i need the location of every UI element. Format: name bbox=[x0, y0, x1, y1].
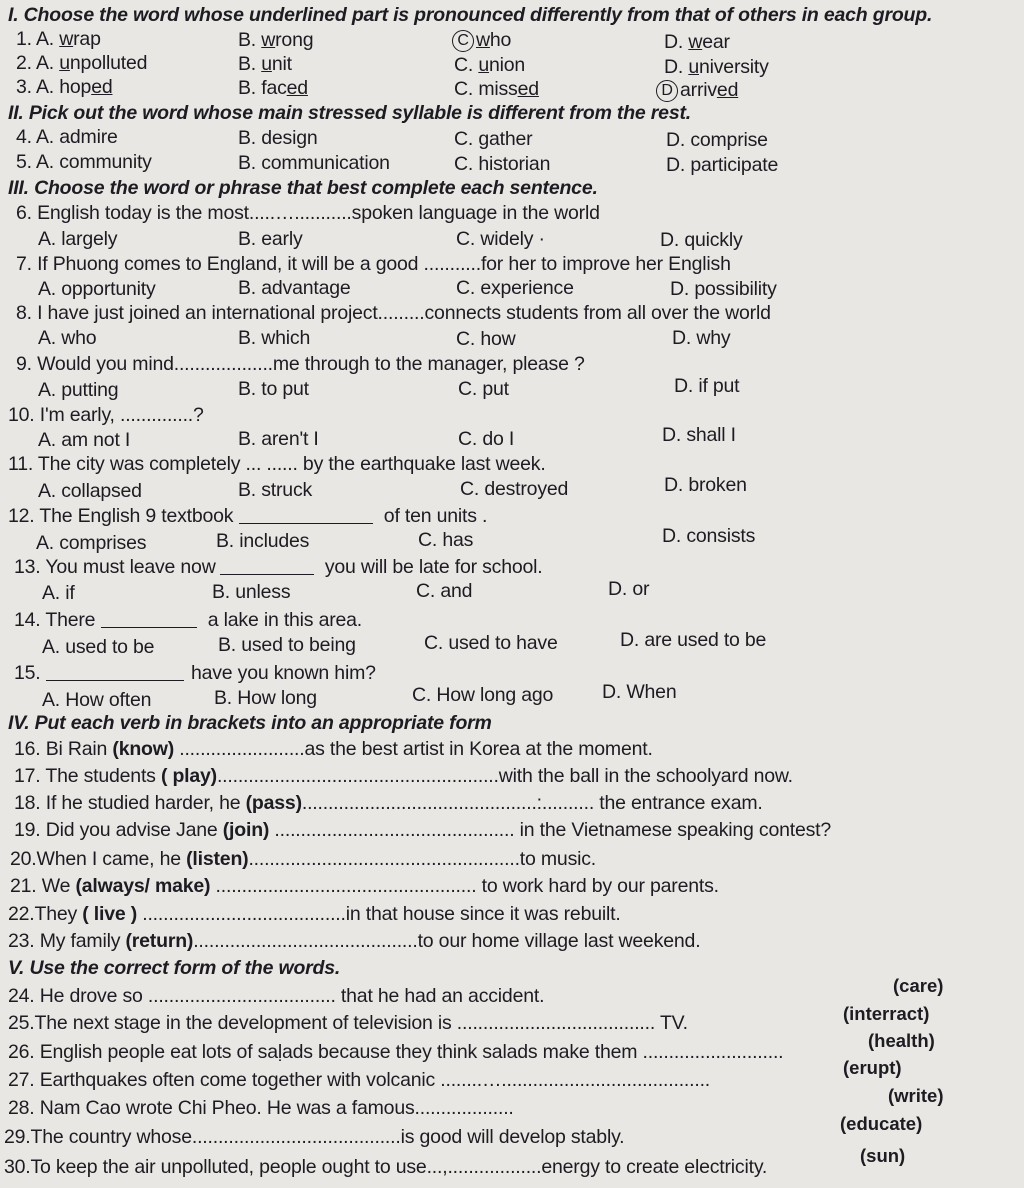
q6-option-d: D. quickly bbox=[660, 229, 743, 251]
q14-option-b: B. used to being bbox=[218, 634, 356, 656]
verb-prompt: (know) bbox=[112, 738, 175, 760]
question-16: 16. Bi Rain (know) ........................as the best artist in Korea at the moment. bbox=[14, 738, 653, 760]
q11-stem: 11. The city was completely ... ...... by the earthquake last week. bbox=[8, 453, 546, 475]
q8-option-b: B. which bbox=[238, 327, 311, 349]
q28-sentence: 28. Nam Cao wrote Chi Pheo. He was a famous................... bbox=[8, 1097, 514, 1119]
q6-option-c: C. widely · bbox=[456, 228, 545, 250]
section-1-heading: I. Choose the word whose underlined part is pronounced differently from that of others in each group. bbox=[8, 4, 933, 26]
q12-stem: 12. The English 9 textbook of ten units . bbox=[8, 505, 488, 527]
verb-prompt: (always/ make) bbox=[75, 875, 211, 897]
q8-option-a: A. who bbox=[38, 327, 97, 349]
q11-option-b: B. struck bbox=[238, 479, 313, 501]
q13-option-b: B. unless bbox=[212, 581, 291, 603]
question-18: 18. If he studied harder, he (pass).............................................:.......... the entrance exam. bbox=[14, 792, 763, 814]
q12-option-b: B. includes bbox=[216, 530, 310, 552]
verb-prompt: (pass) bbox=[245, 792, 302, 814]
verb-prompt: (listen) bbox=[186, 848, 249, 870]
q30-sentence: 30.To keep the air unpolluted, people ought to use...,..................energy to create electricity. bbox=[4, 1156, 768, 1178]
verb-prompt: ( live ) bbox=[82, 903, 138, 925]
question-23: 23. My family (return)...........................................to our home village last weekend. bbox=[8, 930, 701, 952]
q1-option-a: wrap bbox=[59, 28, 101, 50]
q15-stem: 15. have you known him? bbox=[14, 662, 376, 684]
q29-sentence: 29.The country whose........................................is good will develop stably. bbox=[4, 1126, 625, 1148]
q8-stem: 8. I have just joined an international project.........connects students from all over the world bbox=[16, 302, 771, 324]
q13-option-a: A. if bbox=[42, 582, 75, 604]
q1-option-c: C who bbox=[452, 29, 511, 52]
q2-option-d: D. university bbox=[664, 56, 769, 78]
circled-answer-mark: C bbox=[452, 30, 474, 52]
q27-sentence: 27. Earthquakes often come together with volcanic ........…........................................ bbox=[8, 1069, 711, 1091]
q9-stem: 9. Would you mind...................me through to the manager, please ? bbox=[16, 353, 585, 375]
q14-option-d: D. are used to be bbox=[620, 629, 767, 651]
q28-word-hint: (write) bbox=[888, 1085, 944, 1106]
circled-answer-mark: D bbox=[656, 80, 678, 102]
q8-option-d: D. why bbox=[672, 327, 731, 349]
answer-blank bbox=[220, 574, 314, 575]
q9-option-d: D. if put bbox=[674, 375, 740, 397]
q1-option-b: B. wrong bbox=[238, 29, 314, 51]
q13-stem: 13. You must leave now you will be late for school. bbox=[14, 556, 543, 578]
q10-option-d: D. shall I bbox=[662, 424, 736, 446]
q3-option-c: C. missed bbox=[454, 78, 539, 100]
q15-option-a: A. How often bbox=[42, 689, 152, 711]
q5-option-a: 5. A. community bbox=[16, 151, 152, 173]
question-22: 22.They ( live ) .......................................in that house since it was rebuilt. bbox=[8, 903, 621, 925]
q2-option-c: C. union bbox=[454, 54, 526, 76]
q12-option-d: D. consists bbox=[662, 525, 756, 547]
section-5-heading: V. Use the correct form of the words. bbox=[8, 957, 341, 979]
question-19: 19. Did you advise Jane (join) .............................................. in the Vietnamese speaking contest? bbox=[14, 819, 832, 841]
q7-option-a: A. opportunity bbox=[38, 278, 156, 300]
q15-option-d: D. When bbox=[602, 681, 677, 703]
q2-number: 2. A. bbox=[16, 52, 55, 74]
q6-option-a: A. largely bbox=[38, 228, 118, 250]
answer-blank bbox=[101, 627, 197, 628]
q7-option-d: D. possibility bbox=[670, 278, 777, 300]
q10-option-b: B. aren't I bbox=[238, 428, 319, 450]
q10-option-a: A. am not I bbox=[38, 429, 131, 451]
q14-option-a: A. used to be bbox=[42, 636, 155, 658]
q4-option-b: B. design bbox=[238, 127, 318, 149]
section-4-heading: IV. Put each verb in brackets into an appropriate form bbox=[8, 712, 492, 734]
verb-prompt: ( play) bbox=[160, 765, 217, 787]
q26-sentence: 26. English people eat lots of saḷads because they think salads make them ........................... bbox=[8, 1041, 784, 1063]
q4-option-c: C. gather bbox=[454, 128, 533, 150]
answer-blank bbox=[239, 523, 373, 524]
q4-option-d: D. comprise bbox=[666, 129, 768, 151]
verb-prompt: (return) bbox=[125, 930, 194, 952]
answer-blank bbox=[46, 680, 184, 681]
q10-stem: 10. I'm early, ..............? bbox=[8, 404, 204, 426]
q3-option-d: D arrived bbox=[656, 79, 738, 102]
q26-word-hint: (health) bbox=[868, 1030, 935, 1051]
q7-option-b: B. advantage bbox=[238, 277, 351, 299]
q1-option-d: D. wear bbox=[664, 31, 730, 53]
q2-option-b: B. unit bbox=[238, 53, 292, 75]
q15-option-b: B. How long bbox=[214, 687, 317, 709]
q15-option-c: C. How long ago bbox=[412, 684, 554, 706]
q1-number: 1. A. bbox=[16, 28, 55, 50]
q11-option-a: A. collapsed bbox=[38, 480, 142, 502]
question-20: 20.When I came, he (listen)....................................................to music. bbox=[10, 848, 597, 870]
q3-number: 3. A. bbox=[16, 76, 55, 98]
q6-stem: 6. English today is the most.....…...........spoken language in the world bbox=[16, 202, 600, 224]
q8-option-c: C. how bbox=[456, 328, 516, 350]
q29-word-hint: (educate) bbox=[840, 1113, 923, 1134]
q9-option-a: A. putting bbox=[38, 379, 119, 401]
q9-option-c: C. put bbox=[458, 378, 509, 400]
q13-option-c: C. and bbox=[416, 580, 473, 602]
q13-option-d: D. or bbox=[608, 578, 650, 600]
q14-option-c: C. used to have bbox=[424, 632, 558, 654]
q27-word-hint: (erupt) bbox=[843, 1057, 902, 1078]
section-2-heading: II. Pick out the word whose main stressed syllable is different from the rest. bbox=[8, 102, 691, 124]
q24-sentence: 24. He drove so .................................... that he had an accident. bbox=[8, 985, 545, 1007]
q2-option-a: unpolluted bbox=[59, 52, 148, 74]
section-3-heading: III. Choose the word or phrase that best complete each sentence. bbox=[8, 177, 598, 199]
q7-option-c: C. experience bbox=[456, 277, 574, 299]
q3-option-b: B. faced bbox=[238, 77, 308, 99]
q3-option-a: hoped bbox=[59, 76, 113, 98]
q11-option-c: C. destroyed bbox=[460, 478, 569, 500]
q25-word-hint: (interract) bbox=[843, 1003, 930, 1024]
verb-prompt: (join) bbox=[222, 819, 270, 841]
q14-stem: 14. There a lake in this area. bbox=[14, 609, 363, 631]
q24-word-hint: (care) bbox=[893, 975, 944, 996]
q6-option-b: B. early bbox=[238, 228, 303, 250]
q5-option-c: C. historian bbox=[454, 153, 551, 175]
q10-option-c: C. do I bbox=[458, 428, 515, 450]
q9-option-b: B. to put bbox=[238, 378, 309, 400]
q25-sentence: 25.The next stage in the development of television is ...................................... TV. bbox=[8, 1012, 688, 1034]
q12-option-c: C. has bbox=[418, 529, 474, 551]
q7-stem: 7. If Phuong comes to England, it will be a good ...........for her to improve her English bbox=[16, 253, 731, 275]
question-17: 17. The students ( play)......................................................with the ball in the schoolyard now. bbox=[14, 765, 793, 787]
question-21: 21. We (always/ make) .................................................. to work hard by our parents. bbox=[10, 875, 719, 897]
q5-option-d: D. participate bbox=[666, 154, 779, 176]
q11-option-d: D. broken bbox=[664, 474, 747, 496]
q30-word-hint: (sun) bbox=[860, 1145, 906, 1166]
q4-option-a: 4. A. admire bbox=[16, 126, 118, 148]
q12-option-a: A. comprises bbox=[36, 532, 147, 554]
q5-option-b: B. communication bbox=[238, 152, 390, 174]
